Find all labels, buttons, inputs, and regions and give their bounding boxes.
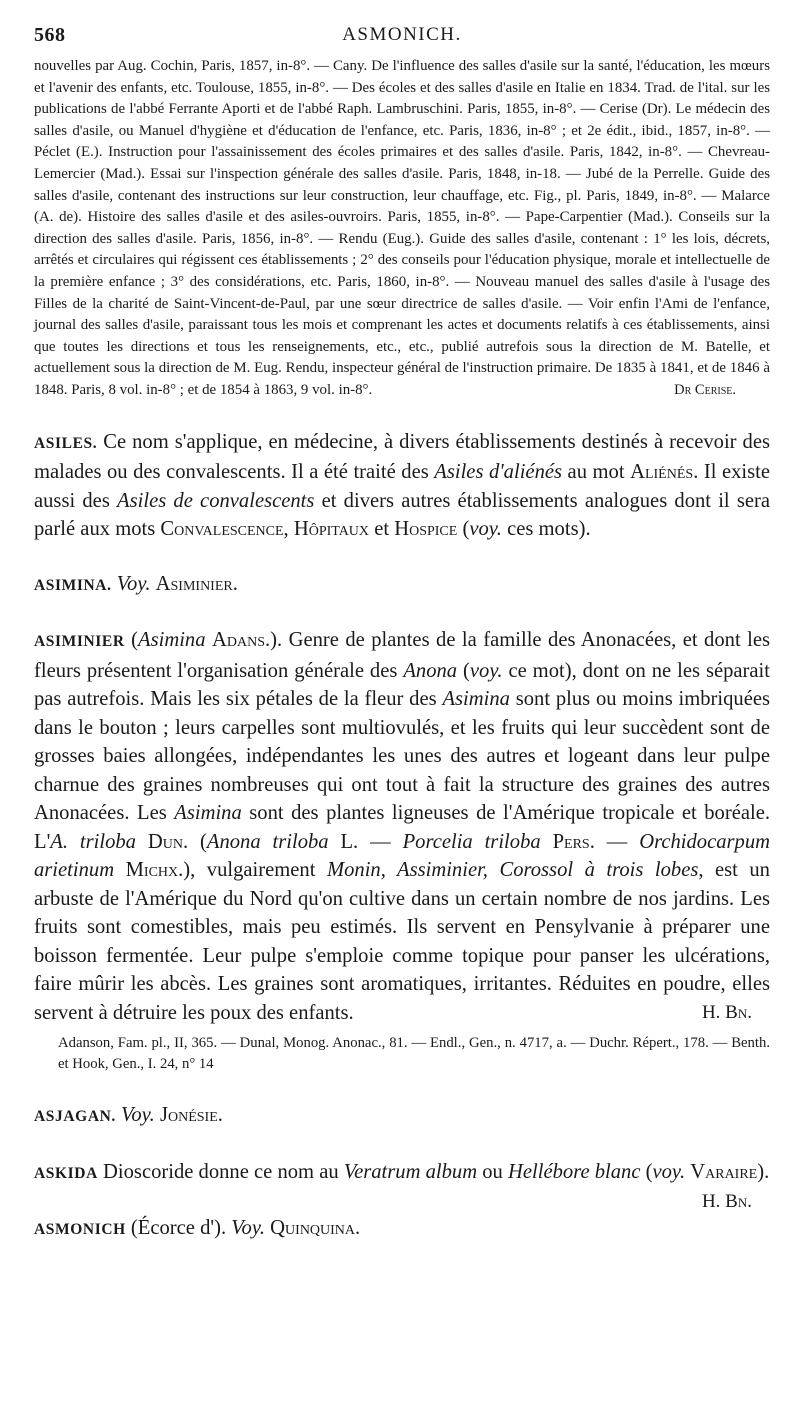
entry-asmonich xyxy=(34,1214,770,1245)
bibliography-signature: Dr Cerise. xyxy=(674,381,736,398)
entry-text: . Il existe aussi des xyxy=(34,461,771,512)
entry-text: au mot xyxy=(562,461,631,483)
entry-italic: Orchidocarpum arietinum xyxy=(34,830,770,881)
references-asiminier: Adanson, Fam. pl., II, 365. — Dunal, Monog. Anonac., 81. — Endl., Gen., n. 4717, a. — Duchr. Répert., 178. — Benth. et Hook, Gen., I. 24, n° 14 xyxy=(58,1035,770,1073)
entry-italic: Asimina xyxy=(442,688,510,710)
entry-text: ). Genre de plantes de la famille des Anonacées, et dont les fleurs présentent l'organisation générale des xyxy=(34,629,771,682)
entry-text: ( xyxy=(457,659,470,682)
bibliography-text: nouvelles par Aug. Cochin, Paris, 1857, in-8°. — Cany. De l'influence des salles d'asile sur la santé, l'éducation, les mœurs et l'avenir des enfants, etc. Toulouse, 1855, in-8°. — Des écoles et des salles d'asile en Italie en 1834. Trad. de l'ital. sur les publications de l'abbé Ferrante Aporti et de l'abbé Raph. Lambruschini. Paris, 1855, in-8°. — Cerise (Dr). Le médecin des salles d'asile, ou Manuel d'hygiène et d'éducation de l'enfance, etc. Paris, 1836, in-8° ; et 2e édit., ibid., 1857, in-8°. — Péclet (E.). Instruction pour l'assainissement des écoles primaires et des salles d'asile. Paris, 1842, in-8°. — Chevreau-Lemercier (Mad.). Essai sur l'inspection générale des salles d'asile. Paris, 1848, in-18. — Jubé de la Perrelle. Guide des salles d'asile, contenant des instructions sur leur construction, leur chauffage, etc. Fig., pl. Paris, 1849, in-8°. — Malarce (A. de). Histoire des salles d'asile et des asiles-ouvroirs. Paris, 1855, in-8°. — Pape-Carpentier (Mad.). Conseils sur la direction des salles d'asile. Paris, 1856, in-8°. — Rendu (Eug.). Guide des salles d'asile, contenant : 1° les lois, décrets, arrêtés et circulaires qui régissent ces établissements ; 2° des conseils pour l'éducation physique, morale et intellectuelle de la première enfance ; 3° des considérations, etc. Paris, 1860, in-8°. — Nouveau manuel des salles d'asile à l'usage des Filles de la charité de Saint-Vincent-de-Paul, par une sœur directrice de salles d'asile. — Voir enfin l'Ami de l'enfance, journal des salles d'asile, paraissant tous les mois et comprenant les actes et documents relatifs à ces établissements, ainsi que toutes les directions et tous les renseignements, etc., etc., publié autrefois sous la direction de M. Batelle, et actuellement sous la direction de M. Eug. Rendu, inspecteur général de l'instruction primaire. De 1835 à 1841, et de 1846 à 1848. Paris, 8 vol. in-8° ; et de 1854 à 1863, 9 vol. in-8°. xyxy=(34,58,770,398)
headword-asjagan: ASJAGAN. xyxy=(34,1108,116,1126)
signature-askida: H. Bn. xyxy=(701,1191,752,1213)
entry-italic: A. triloba xyxy=(50,830,136,853)
cross-reference: Convalescence, Hôpitaux xyxy=(160,518,370,540)
cross-reference: Asiminier. xyxy=(155,572,238,595)
entry-askida xyxy=(34,1158,770,1213)
entry-asiminier xyxy=(34,626,770,1027)
voy-label: Voy. xyxy=(231,1217,266,1240)
entry-text: ). xyxy=(757,1160,770,1183)
headword-asiminier: ASIMINIER xyxy=(34,633,125,650)
entry-text: , est un arbuste de l'Amérique du Nord qu'on cultive dans un certain nombre de nos jardins. Les fruits sont comestibles, mais peu estimés. Ils servent en Pensylvanie à préparer une boisson fermentée. Leur pulpe s'emploie comme topique pour panser les ulcérations, faire mûrir les abcès. Les graines sont aromatiques, irritantes. Réduites en poudre, elles servent à détruire les poux des enfants. xyxy=(34,859,770,1024)
entry-asiles xyxy=(34,428,770,544)
cross-reference: Aliénés xyxy=(630,461,694,483)
entry-text: ces mots). xyxy=(501,518,591,540)
entry-asimina xyxy=(34,570,770,601)
entry-italic: voy. xyxy=(469,518,502,540)
entry-text: et divers autres établissements analogues dont il sera parlé aux mots xyxy=(34,489,770,540)
entry-italic: voy. xyxy=(469,659,503,682)
entry-italic: Porcelia triloba xyxy=(402,830,541,853)
headword-asimina: ASIMINA. xyxy=(34,576,112,594)
voy-label: Voy. xyxy=(121,1104,155,1127)
entry-text: ou xyxy=(477,1160,508,1183)
entry-text: ), vulgairement xyxy=(183,859,327,881)
entry-text: ( xyxy=(131,629,138,651)
entry-italic: Hellébore blanc xyxy=(508,1160,641,1183)
entry-asjagan xyxy=(34,1101,770,1132)
voy-label: Voy. xyxy=(116,572,151,595)
author-abbrev: Michx. xyxy=(125,859,184,881)
entry-text: ( xyxy=(640,1160,653,1183)
entry-text: Ce nom s'applique, en médecine, à divers établissements destinés à recevoir des malades ou des convalescents. Il a été traité des xyxy=(34,430,770,483)
bibliography-block xyxy=(34,56,770,402)
entry-italic: voy. xyxy=(652,1160,686,1183)
cross-reference: Quinquina. xyxy=(270,1217,361,1240)
headword-asiles: ASILES. xyxy=(34,434,98,452)
author-abbrev: Adans. xyxy=(211,629,271,651)
entry-text: L. — xyxy=(328,830,403,853)
entry-text: ( xyxy=(457,518,470,540)
entry-text: — xyxy=(594,830,640,853)
entry-text: (Écorce d'). xyxy=(125,1217,232,1240)
entry-text: ( xyxy=(188,830,207,853)
author-abbrev: Dun. xyxy=(147,830,189,853)
cross-reference: Varaire xyxy=(690,1160,758,1183)
entry-text: ce mot), dont on ne les séparait pas autrefois. Mais les six pétales de la fleur des xyxy=(34,659,771,710)
entry-text: sont des plantes ligneuses de l'Amérique tropicale et boréale. L' xyxy=(34,802,770,853)
author-abbrev: Pers. xyxy=(552,830,595,853)
page-number: 568 xyxy=(34,24,66,46)
entry-italic: Anona triloba xyxy=(206,830,329,853)
running-title: ASMONICH. xyxy=(342,24,462,45)
running-head xyxy=(34,14,770,54)
cross-reference: Hospice xyxy=(394,518,458,540)
signature-asiminier: H. Bn. xyxy=(701,1001,752,1023)
headword-askida: ASKIDA xyxy=(34,1164,98,1182)
entry-italic: Anona xyxy=(403,659,458,682)
entry-text: et xyxy=(369,518,395,540)
entry-text: sont plus ou moins imbriquées dans le bouton ; leurs carpelles sont multiovulés, et les fruits qui leur succèdent sont de grosses baies allongées, indépendantes les unes des autres et logeant dans leur pulpe charnue des graines nombreuses qui ont tout à fait la structure des graines des autres Anonacées. Les xyxy=(34,688,770,824)
cross-reference: Jonésie. xyxy=(159,1104,223,1127)
entry-italic: Asiles d'aliénés xyxy=(434,461,563,483)
entry-italic: Asimina xyxy=(174,802,242,824)
entry-italic: Monin, Assiminier, Corossol à trois lobes xyxy=(326,859,699,881)
entry-italic: Veratrum album xyxy=(343,1160,478,1183)
headword-asmonich: ASMONICH xyxy=(34,1221,126,1239)
entry-italic: Asiles de convalescents xyxy=(117,489,315,512)
entry-italic: Asimina xyxy=(138,629,206,651)
entry-text: Dioscoride donne ce nom au xyxy=(97,1160,344,1183)
dictionary-page xyxy=(34,14,770,1245)
